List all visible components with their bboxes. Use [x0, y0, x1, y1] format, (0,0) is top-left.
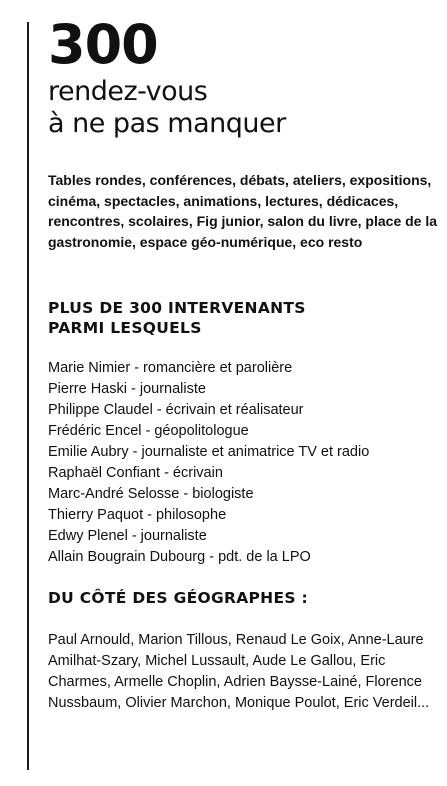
vertical-divider-line: [27, 22, 29, 770]
geographers-heading: DU CÔTÉ DES GÉOGRAPHES :: [48, 589, 308, 607]
activities-description: Tables rondes, conférences, débats, ateliers, expositions, cinéma, spectacles, animations, lectures, dédicaces, rencontres, scolaires, Fig junior, salon du livre, place de la gastronomie, espace géo-numérique, eco resto: [48, 172, 438, 250]
speaker-item: Thierry Paquot - philosophe: [48, 507, 227, 523]
speakers-heading-line-1: PLUS DE 300 INTERVENANTS: [48, 299, 306, 317]
speakers-heading-line-2: PARMI LESQUELS: [48, 319, 202, 337]
headline-subtitle-line-1: rendez-vous: [48, 76, 208, 107]
speaker-list: [48, 358, 440, 568]
speaker-item: Pierre Haski - journaliste: [48, 381, 206, 397]
speaker-item: Raphaël Confiant - écrivain: [48, 465, 223, 481]
speaker-item: Edwy Plenel - journaliste: [48, 528, 207, 544]
geographers-list: Paul Arnould, Marion Tillous, Renaud Le Goix, Anne-Laure Amilhat-Szary, Michel Lussault, Aude Le Gallou, Eric Charmes, Armelle Choplin, Adrien Baysse-Lainé, Florence Nussbaum, Olivier Marchon, Monique Poulot, Eric Verdeil...: [48, 632, 430, 711]
poster-content: [48, 13, 440, 729]
headline-number: 300: [48, 13, 158, 76]
speakers-heading: [48, 298, 440, 338]
speaker-item: Marc-André Selosse - biologiste: [48, 486, 254, 502]
headline-subtitle-line-2: à ne pas manquer: [48, 108, 286, 139]
headline-subtitle: [48, 76, 440, 140]
speaker-item: Emilie Aubry - journaliste et animatrice TV et radio: [48, 444, 370, 460]
speaker-item: Allain Bougrain Dubourg - pdt. de la LPO: [48, 549, 311, 565]
speaker-item: Frédéric Encel - géopolitologue: [48, 423, 249, 439]
speaker-item: Marie Nimier - romancière et parolière: [48, 360, 293, 376]
speaker-item: Philippe Claudel - écrivain et réalisateur: [48, 402, 304, 418]
